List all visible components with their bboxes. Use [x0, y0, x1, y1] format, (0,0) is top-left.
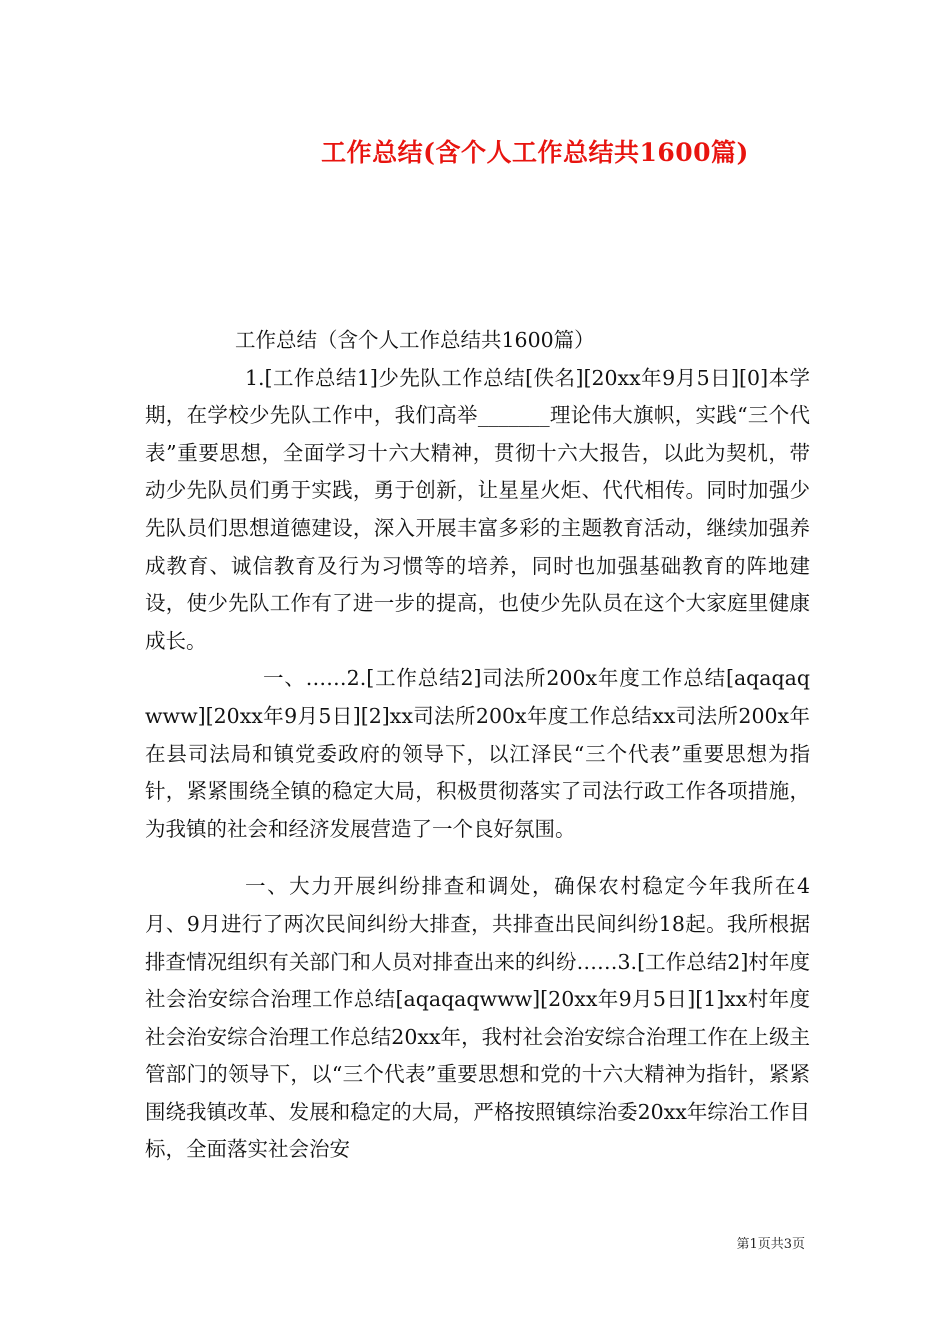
- document-title: 工作总结(含个人工作总结共1600篇): [321, 138, 749, 167]
- paragraph-1: 1.[工作总结1]少先队工作总结[佚名][20xx年9月5日][0]本学期，在学校少先队工作中，我们高举_______理论伟大旗帜，实践“三个代表”重要思想，全面学习十六大精神，贯彻十六大报告，以此为契机，带动少先队员们勇于实践，勇于创新，让星星火炬、代代相传。同时加强少先队员们思想道德建设，深入开展丰富多彩的主题教育活动，继续加强养成教育、诚信教育及行为习惯等的培养，同时也加强基础教育的阵地建设，使少先队工作有了进一步的提高，也使少先队员在这个大家庭里健康成长。: [145, 365, 810, 653]
- document-body: [145, 322, 810, 1169]
- paragraph-3: 一、大力开展纠纷排查和调处，确保农村稳定今年我所在4月、9月进行了两次民间纠纷大排查，共排查出民间纠纷18起。我所根据排查情况组织有关部门和人员对排查出来的纠纷……3.[工作总结2]村年度社会治安综合治理工作总结[aqaqaqwww][20xx年9月5日][1]xx村年度社会治安综合治理工作总结20xx年，我村社会治安综合治理工作在上级主管部门的领导下，以“三个代表”重要思想和党的十六大精神为指针，紧紧围绕我镇改革、发展和稳定的大局，严格按照镇综治委20xx年综治工作目标，全面落实社会治安: [145, 874, 810, 1162]
- page-footer: 第1页共3页: [736, 1237, 805, 1252]
- document-subtitle: 工作总结（含个人工作总结共1600篇）: [235, 328, 595, 352]
- paragraph-2: 一、……2.[工作总结2]司法所200x年度工作总结[aqaqaqwww][20xx年9月5日][2]xx司法所200x年度工作总结xx司法所200x年在县司法局和镇党委政府的领导下，以江泽民“三个代表”重要思想为指针，紧紧围绕全镇的稳定大局，积极贯彻落实了司法行政工作各项措施，为我镇的社会和经济发展营造了一个良好氛围。: [145, 666, 810, 841]
